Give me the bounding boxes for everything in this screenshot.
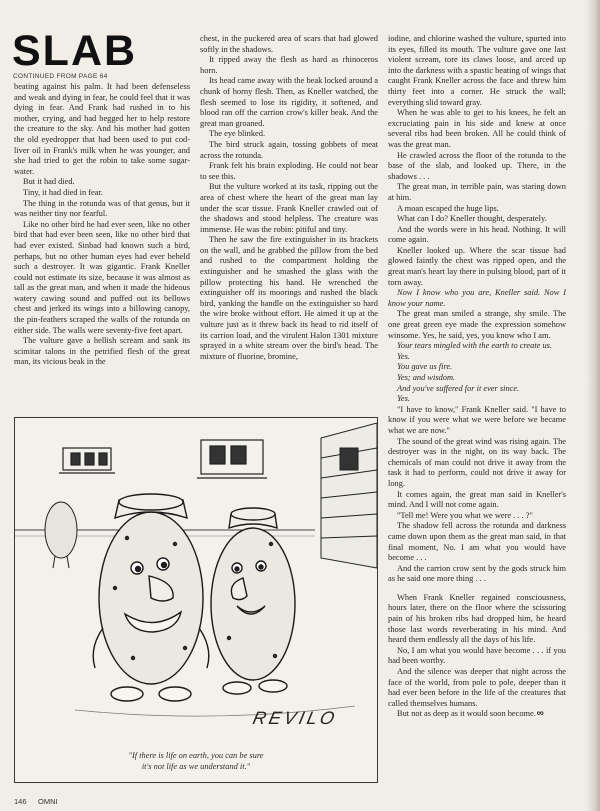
potato-character-left [93,494,209,701]
paragraph: "I have to know," Frank Kneller said. "I have to know if you were what we were before we became what we are now." [388,404,566,435]
paragraph: beating against his palm. It had been defenseless and weak and dying in fear, he could feel that it was dying in fear. And Frank had rushed in to his mother, crying, and had begged her to help restore the creature to the sky. And his mother had gotten the old eyedropper that had been used to put cod-liver oil in Frank's milk when he was younger, and she had tried to get the robin to take some sugar-water. [14,82,190,176]
paragraph: Then he saw the fire extinguisher in its brackets on the wall, and he grabbed the pillow from the bed and rushed to the compartment holding the extinguisher and he smashed the glass with the pillow protecting his hand. He wrenched the extinguisher off its moorings and rushed the black bird, yanking the handle on the extinguisher so hard the wire broke without effort. He aimed it up at the vulture just as it threw back its head to rid itself of its carrion load, and the virulent Halon 1301 mixture sprayed in a white stream over the bird's head. The mixture of fluorine, bromine, [200,235,378,361]
cartoonist-signature: REVILO [250,708,340,728]
caption-line-2: it's not life as we understand it." [141,761,251,771]
story-title: SLAB [12,27,138,75]
paragraph: The great man smiled a strange, shy smile. The one great green eye made the expression somehow winsome. Yes, he said, yes, you know who I am. [388,309,566,340]
paragraph: When Frank Kneller regained consciousness, hours later, there on the floor where the scissoring pain of his broken ribs had dropped him, he heard those last words reverberating in his mind. And heard them endlessly all the days of his life. [388,592,566,645]
paragraph: But the vulture worked at its task, ripping out the area of chest where the heart of the great man lay under the scar tissue. Frank Kneller crawled out of the shadows and stood helpless. The creature was immense. He was the robin: pitiful and tiny. [200,182,378,234]
paragraph: And the words were in his head. Nothing. It will come again. [388,224,566,245]
page-spine-shadow [586,0,600,811]
paragraph: Now I know who you are, Kneller said. Now I know your name. [388,288,566,308]
paragraph: And you've suffered for it ever since. [397,383,520,393]
building-right [321,423,377,568]
text-column-2 [200,34,378,410]
end-of-story-mark: ∞ [535,708,542,720]
cartoon-caption [15,751,377,772]
paragraph: The vulture gave a hellish scream and sank its scimitar talons in the petrified flesh of the great man, its vicious beak in the [14,336,190,367]
paragraph: Your tears mingled with the earth to create us. [397,341,553,351]
paragraph: "Tell me! Were you what we were . . . ?" [397,510,533,520]
paragraph: You gave us fire. [397,362,453,372]
paragraph: Yes. [397,351,410,361]
paragraph: The sound of the great wind was rising again. The destroyer was in the night, on its way back. The chemicals of man could not drive it away from the task it had to perform, could not drive it away for long. [388,436,566,488]
text-column-3 [388,34,566,804]
continued-from-label: CONTINUED FROM PAGE 64 [13,73,108,80]
paragraph: A moan escaped the huge lips. [397,203,499,213]
paragraph: No, I am what you would have become . . . if you had been worthy. [388,645,566,666]
page-number: 146 [14,797,27,806]
window-center [197,440,267,478]
paragraph: It ripped away the flesh as hard as rhinoceros horn. [200,55,378,75]
paragraph: Yes. [397,394,410,404]
paragraph: The thing in the rotunda was of that genus, but it was neither tiny nor fearful. [14,198,190,219]
paragraph: When he was able to get to his knees, he felt an excruciating pain in his side and knew at once several ribs had been broken. All he could think of was the great man. [388,108,566,149]
background-figure [45,502,77,568]
paragraph: Tiny, it had died in fear. [23,187,103,197]
paragraph: chest, in the puckered area of scars that had glowed softly in the shadows. [200,34,378,54]
paragraph: Frank felt his brain exploding. He could not bear to see this. [200,161,378,181]
paragraph: But not as deep as it would soon become. ∞ [397,708,542,720]
window-left [59,448,115,473]
paragraph: The great man, in terrible pain, was staring down at him. [388,182,566,202]
paragraph: The eye blinked. [209,129,266,139]
paragraph: What can I do? Kneller thought, desperately. [397,214,547,224]
paragraph: It comes again, the great man said in Kneller's mind. And I will not come again. [388,489,566,510]
paragraph: The shadow fell across the rotunda and darkness came down upon them as the great man said, in that final moment, No. I am what you would have become . . . [388,521,566,563]
paragraph: But it had died. [23,177,75,187]
magazine-name: OMNI [38,797,58,806]
text-column-1 [14,82,190,410]
paragraph: Kneller looked up. Where the scar tissue had glowed faintly the chest was ripped open, and the great man's heart lay there in pulsing blood, part of it torn away. [388,245,566,287]
paragraph: He crawled across the floor of the rotunda to the base of the slab, and looked up. There, in the shadows . . . [388,150,566,181]
paragraph: The bird struck again, tossing gobbets of meat across the rotunda. [200,139,378,160]
paragraph: Its head came away with the beak locked around a chunk of horny flesh. Then, as Kneller watched, the flesh seemed to lose its rigidity, it softened, and blood ran off the carrion crow's killer beak. And the great man groaned. [200,76,378,128]
paragraph: iodine, and chlorine washed the vulture, spurted into its eyes, filled its mouth. The vulture gave one last violent scream, tore its claws loose, and arced up into the darkness with a spastic beating of wings that caught Frank Kneller across the face and threw him thirty feet into a corner. He struck the wall; everything slid toward gray. [388,34,566,107]
caption-line-1: "If there is life on earth, you can be sure [128,751,264,760]
paragraph: Yes; and wisdom. [397,373,456,382]
paragraph: Like no other bird he had ever seen, like no other bird that had ever been seen, like no other bird that had ever existed. Sinbad had known such a bird, perhaps, but no other human eyes had ever beheld such a destroyer. It was gigantic. Frank Kneller could not estimate its size, because it was almost as tall as the great man, and when it made the hideous watery cawing sound and puffed out its bellows chest and jerked its wings into a billowing canopy, the pin-feathers scraped the walls of the rotunda on either side. The walls were seventy-five feet apart. [14,219,190,335]
paragraph: And the carrion crow sent by the gods struck him as he said one more thing . . . [388,563,566,584]
cartoon-panel [14,417,378,783]
paragraph: And the silence was deeper that night across the face of the world, from pole to pole, deeper than it had ever been before in the life of the creatures that called themselves humans. [388,667,566,708]
